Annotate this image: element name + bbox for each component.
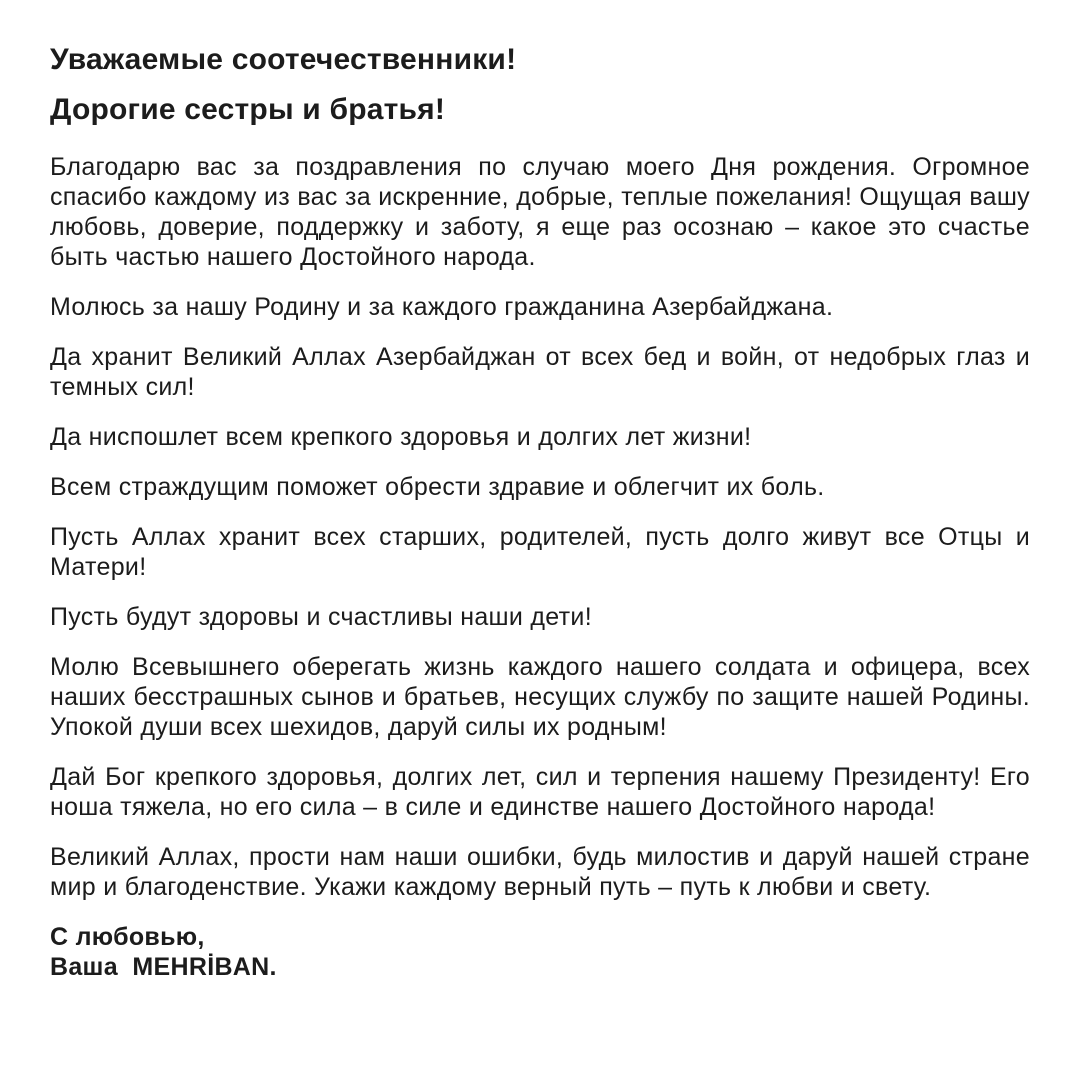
letter-paragraph-elders: Пусть Аллах хранит всех старших, родителей, пусть долго живут все Отцы и Матери! [50, 523, 1030, 581]
letter-paragraph-children: Пусть будут здоровы и счастливы наши дети! [50, 603, 592, 631]
letter-paragraph-blessing: Великий Аллах, прости нам наши ошибки, будь милостив и даруй нашей стране мир и благоденствие. Укажи каждому верный путь – путь к любви и свету. [50, 843, 1030, 901]
letter-paragraph-gratitude: Благодарю вас за поздравления по случаю моего Дня рождения. Огромное спасибо каждому из вас за искренние, добрые, теплые пожелания! Ощущая вашу любовь, доверие, поддержку и заботу, я еще раз осознаю – какое это счастье быть частью нашего Достойного народа. [50, 153, 1030, 271]
letter-paragraph-suffering: Всем страждущим поможет обрести здравие и облегчит их боль. [50, 473, 825, 501]
letter-paragraph-prayer-homeland: Молюсь за нашу Родину и за каждого гражданина Азербайджана. [50, 293, 834, 321]
signature-name: Ваша MEHRİBAN. [50, 953, 277, 981]
letter-paragraph-protection: Да хранит Великий Аллах Азербайджан от всех бед и войн, от недобрых глаз и темных сил! [50, 343, 1030, 401]
letter-paragraph-soldiers: Молю Всевышнего оберегать жизнь каждого нашего солдата и офицера, всех наших бесстрашных сынов и братьев, несущих службу по защите нашей Родины. Упокой души всех шехидов, даруй силы их родным! [50, 653, 1030, 741]
letter-heading-salutation-1: Уважаемые соотечественники! [50, 43, 517, 76]
letter-paragraph-president: Дай Бог крепкого здоровья, долгих лет, сил и терпения нашему Президенту! Его ноша тяжела, но его сила – в силе и единстве нашего Достойного народа! [50, 763, 1030, 821]
letter-heading-salutation-2: Дорогие сестры и братья! [50, 93, 446, 126]
signature-closing: С любовью, [50, 923, 205, 951]
letter-paragraph-health-wish: Да ниспошлет всем крепкого здоровья и долгих лет жизни! [50, 423, 752, 451]
